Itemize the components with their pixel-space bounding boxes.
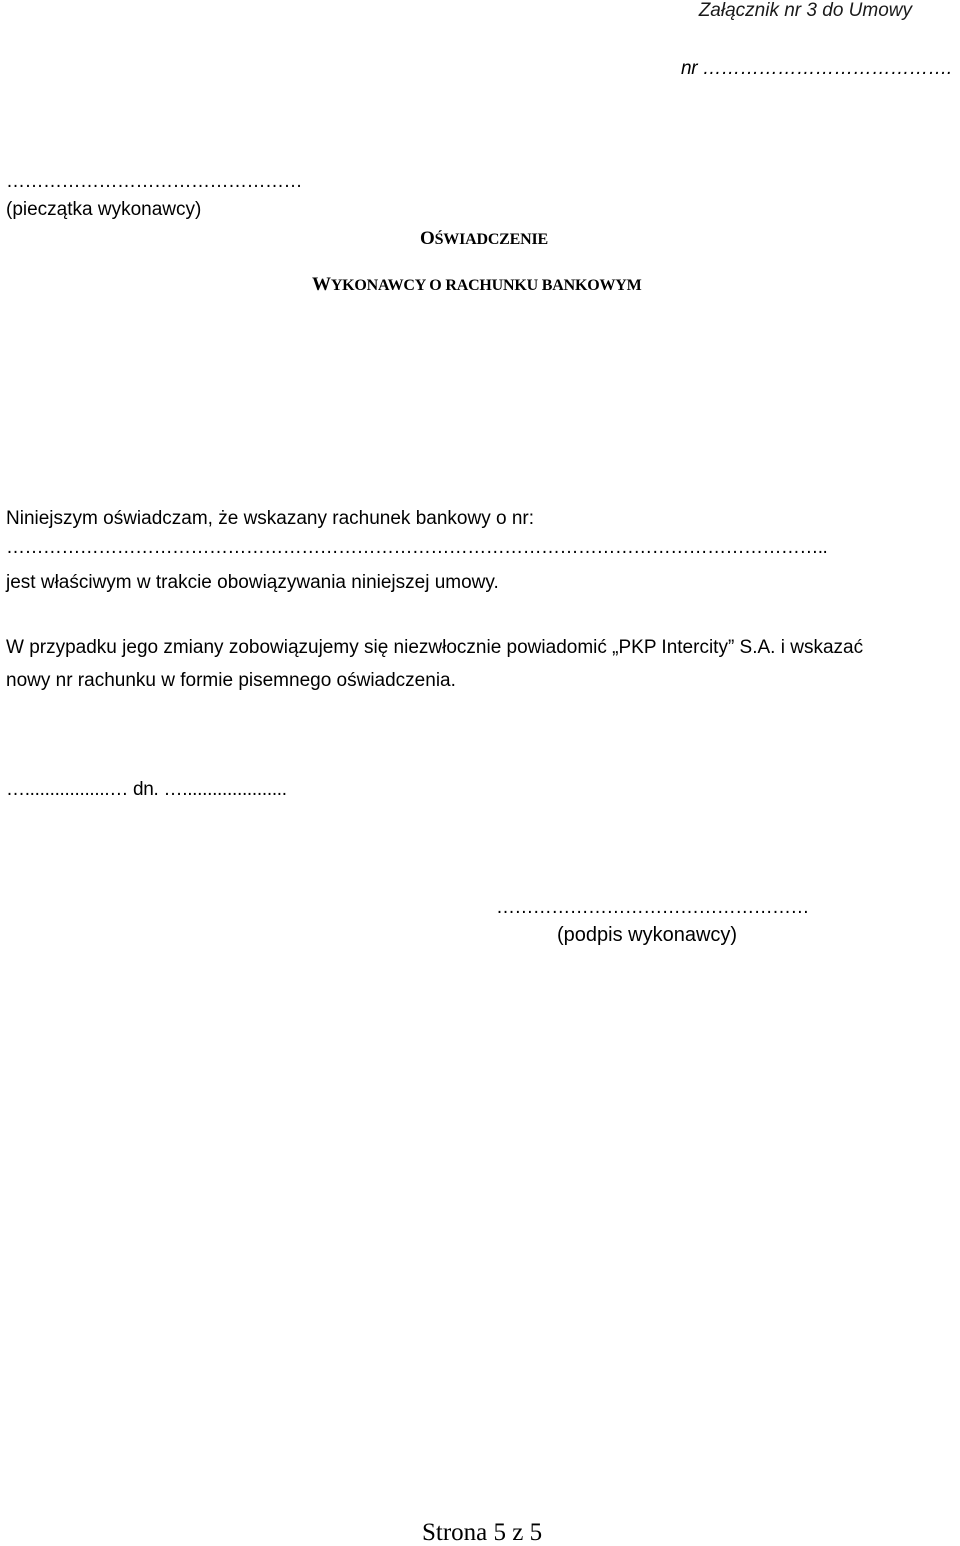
annex-title: Załącznik nr 3 do Umowy [698,0,912,21]
change-notice-line-2: nowy nr rachunku w formie pisemnego oświadczenia. [6,670,456,691]
declaration-validity: jest właściwym w trakcie obowiązywania niniejszej umowy. [6,572,499,593]
change-notice-line-1: W przypadku jego zmiany zobowiązujemy się niezwłocznie powiadomić „PKP Intercity” S.A. i wskazać [6,637,864,658]
contract-number: nr …………………………………. [680,58,952,79]
place-date-field: ….................… dn. …..................... [6,779,287,800]
document-title [420,229,548,248]
document-subtitle [312,275,642,294]
document-title-rest: ŚWIADCZENIE [434,231,548,248]
signature-placeholder: …………………………………………… [496,897,809,918]
page-number: Strona 5 z 5 [422,1519,543,1546]
declaration-intro: Niniejszym oświadczam, że wskazany rachunek bankowy o nr: [6,508,534,529]
document-title-initial: O [420,228,435,249]
document-subtitle-initial: W [312,274,331,295]
account-number-placeholder: …………………………………………………………………………………………………………………….. [6,537,828,558]
stamp-label: (pieczątka wykonawcy) [6,199,202,220]
stamp-placeholder: ………………………………………… [6,171,302,192]
signature-label: (podpis wykonawcy) [557,924,738,946]
document-subtitle-rest: YKONAWCY O RACHUNKU BANKOWYM [330,277,642,294]
